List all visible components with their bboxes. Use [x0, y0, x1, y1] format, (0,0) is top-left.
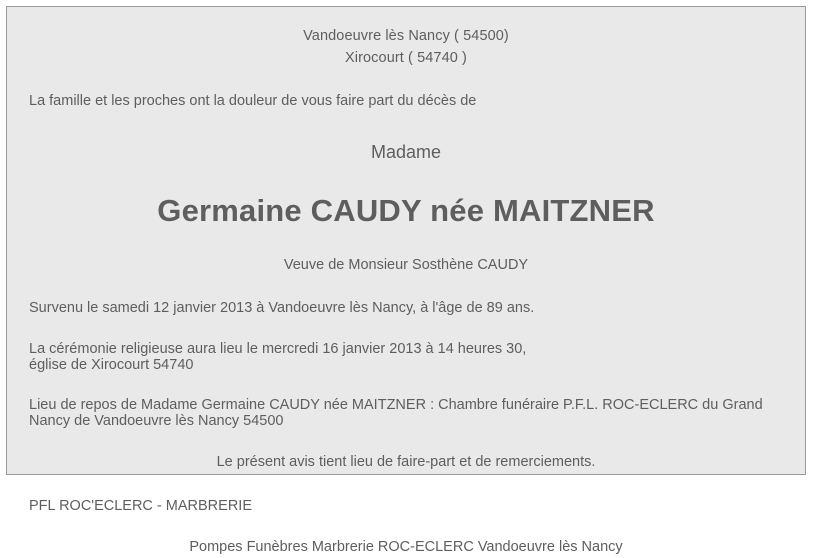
ceremony-line-1: La cérémonie religieuse aura lieu le mercredi 16 janvier 2013 à 14 heures 30, [29, 340, 527, 357]
deceased-name: Germaine CAUDY née MAITZNER [157, 192, 655, 228]
honorific-title: Madame [370, 141, 442, 162]
announcement-intro: La famille et les proches ont la douleur de vous faire part du décès de [29, 93, 477, 110]
resting-place-details [29, 397, 783, 429]
resting-line-2: Nancy de Vandoeuvre lès Nancy 54500 [29, 412, 284, 429]
spouse-relation: Veuve de Monsieur Sosthène CAUDY [283, 256, 529, 273]
resting-line-1: Lieu de repos de Madame Germaine CAUDY née MAITZNER : Chambre funéraire P.F.L. ROC-ECLERC du Grand [29, 396, 763, 413]
ceremony-details [29, 341, 783, 373]
death-notice-card [6, 6, 806, 556]
company-name: PFL ROC'ECLERC - MARBRERIE [29, 497, 252, 514]
death-details: Survenu le samedi 12 janvier 2013 à Vandoeuvre lès Nancy, à l'âge de 89 ans. [29, 300, 535, 317]
location-secondary: Xirocourt ( 54740 ) [345, 49, 467, 66]
funeral-home-name: Pompes Funèbres Marbrerie ROC-ECLERC Vandoeuvre lès Nancy [189, 539, 623, 556]
ceremony-line-2: église de Xirocourt 54740 [29, 356, 194, 373]
thanks-note: Le présent avis tient lieu de faire-part et de remerciements. [216, 453, 596, 470]
location-primary: Vandoeuvre lès Nancy ( 54500) [303, 28, 509, 44]
